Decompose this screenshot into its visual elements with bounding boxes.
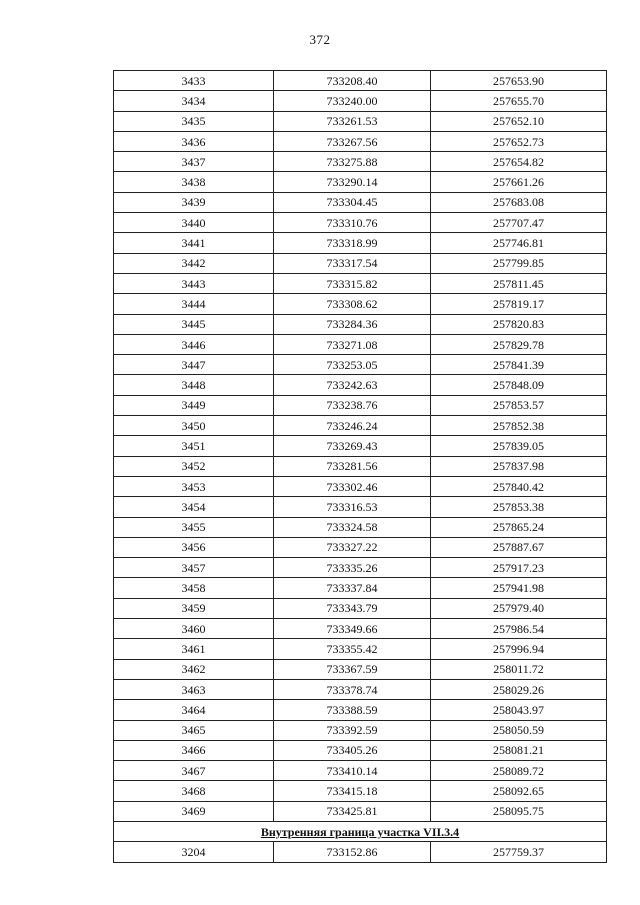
table-row — [114, 273, 607, 293]
x-coordinate-cell: 733405.26 — [274, 740, 431, 760]
point-number-cell: 3451 — [114, 436, 274, 456]
table-row — [114, 781, 607, 801]
x-coordinate-cell: 733349.66 — [274, 619, 431, 639]
point-number-cell: 3434 — [114, 91, 274, 111]
table-row — [114, 497, 607, 517]
table-row — [114, 842, 607, 862]
x-coordinate-cell: 733308.62 — [274, 294, 431, 314]
x-coordinate-cell: 733261.53 — [274, 111, 431, 131]
table-row — [114, 456, 607, 476]
y-coordinate-cell: 258081.21 — [431, 740, 607, 760]
section-header-row — [114, 821, 607, 841]
y-coordinate-cell: 258095.75 — [431, 801, 607, 821]
y-coordinate-cell: 257853.57 — [431, 395, 607, 415]
table-row — [114, 436, 607, 456]
table-row — [114, 375, 607, 395]
point-number-cell: 3442 — [114, 253, 274, 273]
point-number-cell: 3458 — [114, 578, 274, 598]
point-number-cell: 3449 — [114, 395, 274, 415]
table-row — [114, 213, 607, 233]
x-coordinate-cell: 733238.76 — [274, 395, 431, 415]
table-row — [114, 111, 607, 131]
y-coordinate-cell: 257852.38 — [431, 416, 607, 436]
table-row — [114, 91, 607, 111]
table-row — [114, 314, 607, 334]
x-coordinate-cell: 733392.59 — [274, 720, 431, 740]
y-coordinate-cell: 257820.83 — [431, 314, 607, 334]
y-coordinate-cell: 257653.90 — [431, 71, 607, 91]
y-coordinate-cell: 257841.39 — [431, 355, 607, 375]
y-coordinate-cell: 257811.45 — [431, 273, 607, 293]
point-number-cell: 3466 — [114, 740, 274, 760]
point-number-cell: 3440 — [114, 213, 274, 233]
table-row — [114, 416, 607, 436]
y-coordinate-cell: 257819.17 — [431, 294, 607, 314]
table-row — [114, 619, 607, 639]
point-number-cell: 3469 — [114, 801, 274, 821]
table-row — [114, 558, 607, 578]
y-coordinate-cell: 257652.73 — [431, 131, 607, 151]
point-number-cell: 3437 — [114, 152, 274, 172]
table-row — [114, 517, 607, 537]
x-coordinate-cell: 733240.00 — [274, 91, 431, 111]
point-number-cell: 3436 — [114, 131, 274, 151]
point-number-cell: 3441 — [114, 233, 274, 253]
table-row — [114, 720, 607, 740]
point-number-cell: 3454 — [114, 497, 274, 517]
x-coordinate-cell: 733310.76 — [274, 213, 431, 233]
point-number-cell: 3452 — [114, 456, 274, 476]
point-number-cell: 3435 — [114, 111, 274, 131]
y-coordinate-cell: 258029.26 — [431, 679, 607, 699]
y-coordinate-cell: 257941.98 — [431, 578, 607, 598]
y-coordinate-cell: 257848.09 — [431, 375, 607, 395]
table-row — [114, 131, 607, 151]
table-row — [114, 355, 607, 375]
y-coordinate-cell: 257707.47 — [431, 213, 607, 233]
table-row — [114, 334, 607, 354]
table-row — [114, 659, 607, 679]
y-coordinate-cell: 258011.72 — [431, 659, 607, 679]
point-number-cell: 3433 — [114, 71, 274, 91]
table-row — [114, 152, 607, 172]
point-number-cell: 3465 — [114, 720, 274, 740]
x-coordinate-cell: 733315.82 — [274, 273, 431, 293]
x-coordinate-cell: 733275.88 — [274, 152, 431, 172]
x-coordinate-cell: 733284.36 — [274, 314, 431, 334]
point-number-cell: 3455 — [114, 517, 274, 537]
y-coordinate-cell: 257683.08 — [431, 192, 607, 212]
point-number-cell: 3204 — [114, 842, 274, 862]
coordinates-table-body — [114, 71, 607, 863]
point-number-cell: 3462 — [114, 659, 274, 679]
point-number-cell: 3468 — [114, 781, 274, 801]
point-number-cell: 3464 — [114, 700, 274, 720]
x-coordinate-cell: 733304.45 — [274, 192, 431, 212]
y-coordinate-cell: 257829.78 — [431, 334, 607, 354]
x-coordinate-cell: 733246.24 — [274, 416, 431, 436]
x-coordinate-cell: 733425.81 — [274, 801, 431, 821]
table-row — [114, 679, 607, 699]
point-number-cell: 3461 — [114, 639, 274, 659]
y-coordinate-cell: 257865.24 — [431, 517, 607, 537]
x-coordinate-cell: 733335.26 — [274, 558, 431, 578]
table-row — [114, 233, 607, 253]
table-row — [114, 761, 607, 781]
x-coordinate-cell: 733269.43 — [274, 436, 431, 456]
x-coordinate-cell: 733318.99 — [274, 233, 431, 253]
table-row — [114, 71, 607, 91]
x-coordinate-cell: 733415.18 — [274, 781, 431, 801]
y-coordinate-cell: 257917.23 — [431, 558, 607, 578]
point-number-cell: 3459 — [114, 598, 274, 618]
x-coordinate-cell: 733316.53 — [274, 497, 431, 517]
point-number-cell: 3439 — [114, 192, 274, 212]
y-coordinate-cell: 257839.05 — [431, 436, 607, 456]
coordinates-table — [113, 70, 607, 863]
y-coordinate-cell: 257986.54 — [431, 619, 607, 639]
x-coordinate-cell: 733355.42 — [274, 639, 431, 659]
table-row — [114, 253, 607, 273]
x-coordinate-cell: 733281.56 — [274, 456, 431, 476]
point-number-cell: 3446 — [114, 334, 274, 354]
x-coordinate-cell: 733271.08 — [274, 334, 431, 354]
x-coordinate-cell: 733242.63 — [274, 375, 431, 395]
table-row — [114, 294, 607, 314]
x-coordinate-cell: 733317.54 — [274, 253, 431, 273]
table-row — [114, 700, 607, 720]
table-row — [114, 578, 607, 598]
point-number-cell: 3443 — [114, 273, 274, 293]
x-coordinate-cell: 733378.74 — [274, 679, 431, 699]
y-coordinate-cell: 257887.67 — [431, 537, 607, 557]
point-number-cell: 3453 — [114, 476, 274, 496]
y-coordinate-cell: 257661.26 — [431, 172, 607, 192]
x-coordinate-cell: 733343.79 — [274, 598, 431, 618]
table-row — [114, 598, 607, 618]
point-number-cell: 3447 — [114, 355, 274, 375]
y-coordinate-cell: 257654.82 — [431, 152, 607, 172]
y-coordinate-cell: 257655.70 — [431, 91, 607, 111]
y-coordinate-cell: 257837.98 — [431, 456, 607, 476]
x-coordinate-cell: 733302.46 — [274, 476, 431, 496]
table-row — [114, 476, 607, 496]
y-coordinate-cell: 257746.81 — [431, 233, 607, 253]
y-coordinate-cell: 257979.40 — [431, 598, 607, 618]
y-coordinate-cell: 258089.72 — [431, 761, 607, 781]
table-row — [114, 395, 607, 415]
x-coordinate-cell: 733367.59 — [274, 659, 431, 679]
page-number: 372 — [309, 32, 331, 47]
x-coordinate-cell: 733267.56 — [274, 131, 431, 151]
y-coordinate-cell: 257759.37 — [431, 842, 607, 862]
y-coordinate-cell: 257853.38 — [431, 497, 607, 517]
x-coordinate-cell: 733208.40 — [274, 71, 431, 91]
x-coordinate-cell: 733290.14 — [274, 172, 431, 192]
x-coordinate-cell: 733388.59 — [274, 700, 431, 720]
point-number-cell: 3463 — [114, 679, 274, 699]
point-number-cell: 3444 — [114, 294, 274, 314]
x-coordinate-cell: 733324.58 — [274, 517, 431, 537]
table-row — [114, 192, 607, 212]
table-row — [114, 801, 607, 821]
table-row — [114, 172, 607, 192]
y-coordinate-cell: 258050.59 — [431, 720, 607, 740]
y-coordinate-cell: 257996.94 — [431, 639, 607, 659]
point-number-cell: 3445 — [114, 314, 274, 334]
point-number-cell: 3450 — [114, 416, 274, 436]
point-number-cell: 3460 — [114, 619, 274, 639]
x-coordinate-cell: 733410.14 — [274, 761, 431, 781]
point-number-cell: 3467 — [114, 761, 274, 781]
table-row — [114, 639, 607, 659]
section-title: Внутренняя граница участка VII.3.4 — [114, 821, 607, 841]
table-row — [114, 740, 607, 760]
y-coordinate-cell: 258043.97 — [431, 700, 607, 720]
point-number-cell: 3456 — [114, 537, 274, 557]
point-number-cell: 3438 — [114, 172, 274, 192]
x-coordinate-cell: 733152.86 — [274, 842, 431, 862]
y-coordinate-cell: 258092.65 — [431, 781, 607, 801]
point-number-cell: 3457 — [114, 558, 274, 578]
x-coordinate-cell: 733327.22 — [274, 537, 431, 557]
y-coordinate-cell: 257652.10 — [431, 111, 607, 131]
y-coordinate-cell: 257840.42 — [431, 476, 607, 496]
table-row — [114, 537, 607, 557]
x-coordinate-cell: 733337.84 — [274, 578, 431, 598]
y-coordinate-cell: 257799.85 — [431, 253, 607, 273]
x-coordinate-cell: 733253.05 — [274, 355, 431, 375]
point-number-cell: 3448 — [114, 375, 274, 395]
